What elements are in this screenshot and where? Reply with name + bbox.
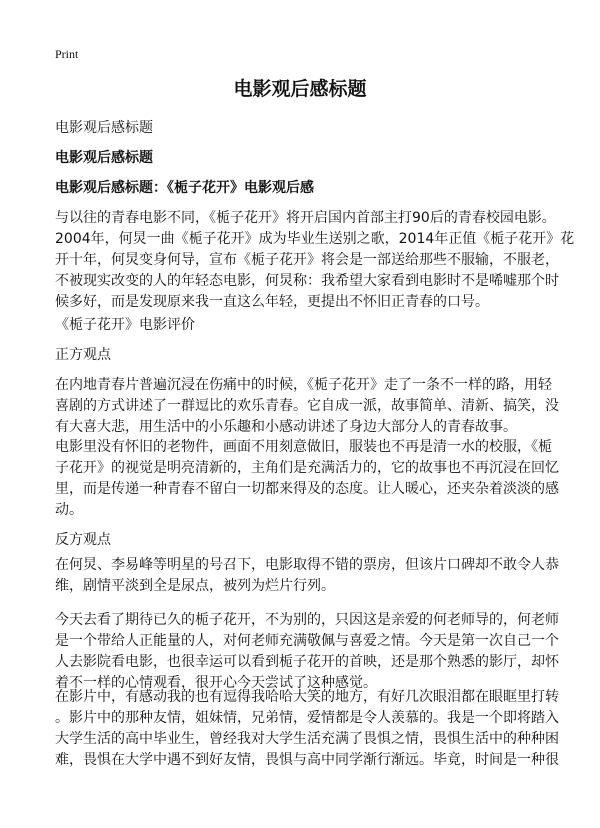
text-line: 维，剧情平淡到全是尿点，被列为烂片行列。: [55, 578, 335, 594]
text-line: 人去影院看电影，也很幸运可以看到栀子花开的首映，还是那个熟悉的影厅，却怀: [55, 654, 559, 670]
paragraph-con-1: [55, 555, 565, 597]
section-con-heading: 反方观点: [55, 532, 111, 548]
text-line: 开十年，何炅变身何导，宣布《栀子花开》将会是一部送给那些不服输，不服老，: [55, 252, 559, 268]
text-line: 2004年，何炅一曲《栀子花开》成为毕业生送别之歌，2014年正值《栀子花开》花: [55, 231, 575, 247]
text-line: 有大喜大悲，用生活中的小乐趣和小感动讲述了身边大部分人的青春故事。: [55, 419, 517, 435]
text-line: 里，而是传递一种青春不留白一切都来得及的态度。让人暖心，还夹杂着淡淡的感: [55, 481, 559, 497]
heading-2: 电影观后感标题: [55, 150, 153, 166]
paragraph-pro-2: [55, 437, 565, 521]
print-label[interactable]: Print: [55, 47, 79, 61]
document-title: 电影观后感标题: [233, 78, 367, 100]
text-line: 是一个带给人正能量的人，对何老师充满敬佩与喜爱之情。今天是第一次自己一个: [55, 633, 559, 649]
paragraph-intro: [55, 208, 575, 313]
text-line: 子花开》的视觉是明亮清新的，主角们是充满活力的，它的故事也不再沉浸在回忆: [55, 460, 559, 476]
paragraph-pro-1: [55, 375, 565, 438]
section-pro-heading: 正方观点: [55, 347, 111, 363]
text-line: 喜剧的方式讲述了一群逗比的欢乐青春。它自成一派，故事简单、清新、搞笑，没: [55, 398, 559, 414]
text-line: 。影片中的那种友情，姐妹情，兄弟情，爱情都是令人羡慕的。我是一个即将踏入: [55, 710, 559, 726]
text-line: 在何炅、李易峰等明星的号召下，电影取得不错的票房，但该片口碑却不敢令人恭: [55, 557, 559, 573]
text-line: 候多好，而是发现原来我一直这么年轻，更提出不怀旧正青春的口号。: [55, 294, 489, 310]
paragraph-con-3: [55, 687, 565, 771]
section-review-heading: 《栀子花开》电影评价: [55, 317, 195, 333]
paragraph-con-2: [55, 610, 565, 694]
text-line: 今天去看了期待已久的栀子花开，不为别的，只因这是亲爱的何老师导的，何老师: [55, 612, 559, 628]
text-line: 难，畏惧在大学中遇不到好友情，畏惧与高中同学渐行渐远。毕竟，时间是一种很: [55, 752, 559, 768]
text-line: 动。: [55, 502, 83, 518]
text-line: 在影片中，有感动我的也有逗得我哈哈大笑的地方，有好几次眼泪都在眼眶里打转: [55, 689, 559, 705]
text-line: 与以往的青春电影不同，《栀子花开》将开启国内首部主打90后的青春校园电影。: [55, 210, 556, 226]
text-line: 大学生活的高中毕业生，曾经我对大学生活充满了畏惧之情，畏惧生活中的种种困: [55, 731, 559, 747]
text-line: 在内地青春片普遍沉浸在伤痛中的时候，《栀子花开》走了一条不一样的路，用轻: [55, 377, 552, 393]
text-line: 不被现实改变的人的年轻态电影，何炅称：我希望大家看到电影时不是唏嘘那个时: [55, 273, 559, 289]
heading-3: 电影观后感标题：《栀子花开》电影观后感: [55, 180, 314, 196]
text-line: 着不一样的心情观看，很开心今天尝试了这种感觉。: [55, 675, 377, 691]
heading-1: 电影观后感标题: [55, 120, 153, 136]
text-line: 电影里没有怀旧的老物件，画面不用刻意做旧，服装也不再是清一水的校服，《栀: [55, 439, 552, 455]
